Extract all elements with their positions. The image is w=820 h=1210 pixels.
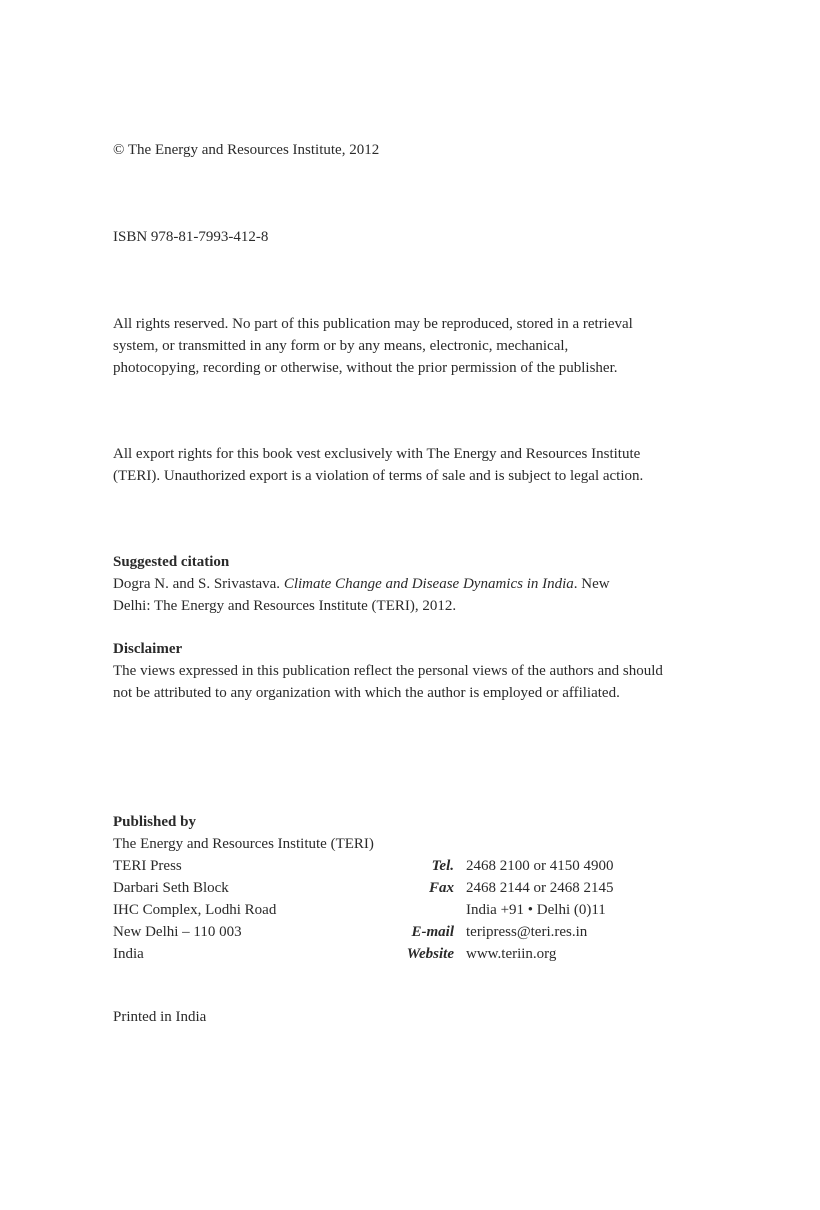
publisher-row-tel — [113, 855, 673, 877]
disclaimer-text: The views expressed in this publication reflect the personal views of the authors and should not be attributed to any organization with which the author is employed or affiliated. — [113, 663, 663, 701]
disclaimer-block — [113, 638, 663, 704]
rights-text: All rights reserved. No part of this publication may be reproduced, stored in a retrieval system, or transmitted in any form or by any means, electronic, mechanical, photocopying, recording or otherwise, without the prior permission of the publisher. — [113, 316, 633, 376]
address-line: TERI Press — [113, 858, 182, 874]
dialing-code-value: India +91 • Delhi (0)11 — [466, 902, 606, 918]
tel-value: 2468 2100 or 4150 4900 — [466, 858, 614, 874]
citation-authors: Dogra N. and S. Srivastava. — [113, 576, 281, 592]
disclaimer-heading: Disclaimer — [113, 641, 183, 657]
printed-block — [113, 1006, 673, 1028]
publisher-name: The Energy and Resources Institute (TERI) — [113, 836, 374, 852]
address-line: IHC Complex, Lodhi Road — [113, 902, 277, 918]
publisher-row-website — [113, 943, 673, 965]
printed-text: Printed in India — [113, 1009, 207, 1025]
email-label: E-mail — [411, 924, 454, 940]
copyright-notice — [113, 139, 673, 161]
citation-block — [113, 551, 643, 617]
rights-block — [113, 313, 658, 379]
citation-rest: . New Delhi: The Energy and Resources Institute (TERI), 2012. — [113, 576, 610, 614]
citation-text — [113, 573, 643, 617]
website-label: Website — [406, 946, 454, 962]
address-line: New Delhi – 110 003 — [113, 924, 242, 940]
copyright-text: © The Energy and Resources Institute, 2012 — [113, 142, 380, 158]
address-line: Darbari Seth Block — [113, 880, 229, 896]
publisher-row-email — [113, 921, 673, 943]
publisher-block — [113, 811, 673, 965]
citation-title: Climate Change and Disease Dynamics in India — [283, 576, 574, 592]
email-value: teripress@teri.res.in — [466, 924, 588, 940]
export-rights-text: All export rights for this book vest exclusively with The Energy and Resources Institute (TERI). Unauthorized export is a violation of terms of sale and is subject to legal action. — [113, 446, 644, 484]
export-rights-block — [113, 443, 648, 487]
publisher-heading: Published by — [113, 814, 196, 830]
address-line: India — [113, 946, 144, 962]
fax-value: 2468 2144 or 2468 2145 — [466, 880, 614, 896]
publisher-row-dialing-code — [113, 899, 673, 921]
tel-label: Tel. — [431, 858, 454, 874]
fax-label: Fax — [428, 880, 454, 896]
isbn-block — [113, 226, 673, 248]
isbn-text: ISBN 978-81-7993-412-8 — [113, 229, 269, 245]
citation-heading: Suggested citation — [113, 554, 230, 570]
publisher-row-fax — [113, 877, 673, 899]
website-value: www.teriin.org — [466, 946, 557, 962]
